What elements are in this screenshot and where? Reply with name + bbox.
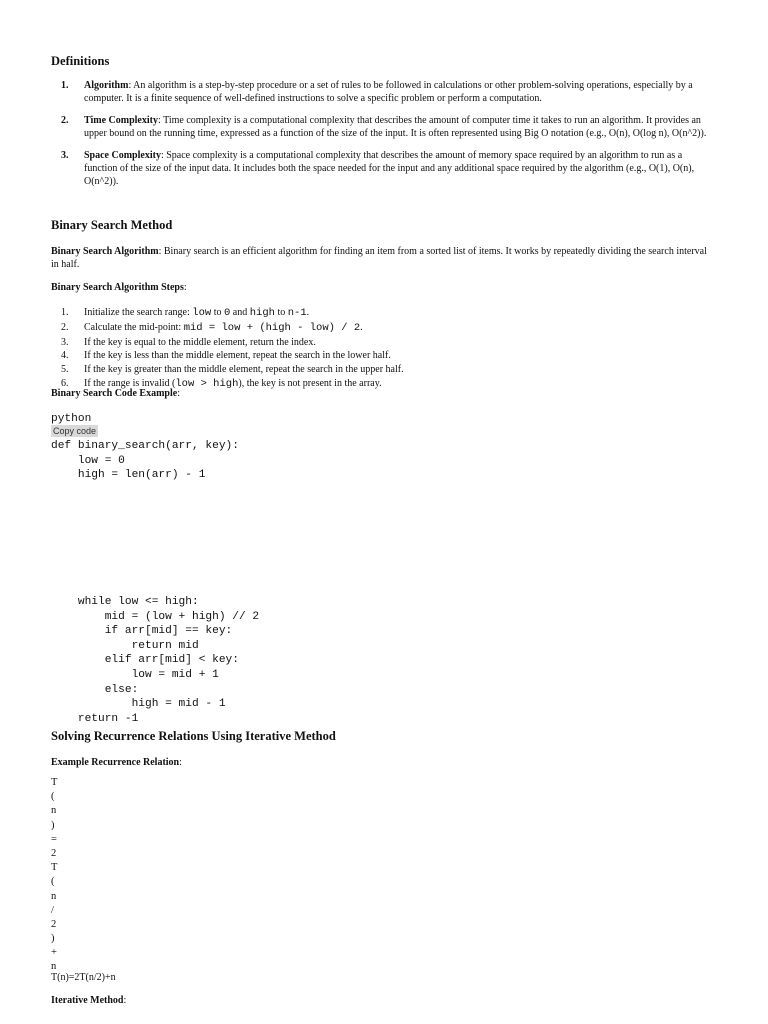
step-text: to <box>211 307 224 318</box>
step-text: If the range is invalid ( <box>84 377 176 389</box>
binary-search-heading: Binary Search Method <box>51 218 173 232</box>
definition-term: Algorithm <box>84 80 129 91</box>
step-text: . <box>360 321 363 333</box>
step-code: mid = low + (high - low) / 2 <box>183 321 361 334</box>
step-text: and <box>230 307 250 318</box>
definition-number: 3. <box>61 150 69 162</box>
definition-text: : An algorithm is a step-by-step procedure or a set of rules to be followed in calculations or other problem-solving operations, especially by a computer. It is a finite sequence of well-defined instructions to solve a specific problem or perform a computation. <box>84 80 693 104</box>
step-text: Calculate the mid-point: <box>84 321 184 333</box>
code-line: low = mid + 1 <box>51 669 219 681</box>
step-number: 5. <box>61 364 69 376</box>
step-number: 2. <box>61 321 69 333</box>
binary-search-intro <box>51 245 716 271</box>
intro-term: Binary Search Algorithm <box>51 246 159 257</box>
intro-text: : Binary search is an efficient algorithm for finding an item from a sorted list of items. It works by repeatedly dividing the search interval in half. <box>51 246 707 270</box>
example-recurrence-colon: : <box>179 757 182 768</box>
step-code: high <box>249 307 275 319</box>
step-text: If the key is equal to the middle element, return the index. <box>84 336 316 348</box>
code-example-label-colon: : <box>177 388 180 399</box>
step-text: to <box>274 307 288 318</box>
math-char: ) <box>51 933 55 945</box>
definition-item <box>51 115 716 140</box>
definition-item <box>51 80 716 105</box>
step-code: low <box>192 307 212 319</box>
recurrence-math-column <box>51 776 57 975</box>
code-example-label-text: Binary Search Code Example <box>51 388 178 399</box>
math-char: T <box>51 862 58 874</box>
definition-text: : Space complexity is a computational complexity that describes the amount of memory space required by an algorithm to run as a function of the size of the input data. It includes both the space needed for the input and any additional space required by the algorithm (e.g., O(1), O(n), O(n^2)). <box>84 150 695 187</box>
step-number: 3. <box>61 336 69 348</box>
step-item <box>51 321 716 336</box>
math-char: = <box>51 833 57 845</box>
code-line: return mid <box>51 639 199 652</box>
steps-label-text: Binary Search Algorithm Steps <box>51 282 184 293</box>
step-code: n-1 <box>287 307 307 319</box>
iterative-method-label <box>51 994 716 1007</box>
recurrence-inline: T(n)=2T(n/2)+n <box>51 972 116 983</box>
math-char: ( <box>51 876 55 888</box>
math-char: + <box>51 947 57 959</box>
definition-text: : Time complexity is a computational complexity that describes the amount of computer time it takes to run an algorithm. It provides an upper bound on the running time, expressed as a function of the size of the input. It is often represented using Big O notation (e.g., O(n), O(log n), O(n^2)). <box>84 115 707 139</box>
step-number: 6. <box>61 377 69 389</box>
step-item <box>51 306 716 321</box>
math-char: 2 <box>51 918 57 930</box>
step-item <box>51 336 716 350</box>
iterative-method-label-text: Iterative Method <box>51 995 124 1006</box>
step-code: low > high <box>175 377 239 390</box>
definition-number: 2. <box>61 115 69 127</box>
code-line: def binary_search(arr, key): <box>51 440 239 452</box>
definitions-list <box>51 80 716 197</box>
code-line: high = mid - 1 <box>51 698 226 711</box>
math-char: / <box>51 904 54 916</box>
math-char: ) <box>51 819 55 831</box>
step-text: ), the key is not present in the array. <box>238 377 382 389</box>
definition-term: Space Complexity <box>84 150 161 162</box>
step-item <box>51 363 716 377</box>
definition-number: 1. <box>61 80 69 91</box>
code-line: high = len(arr) - 1 <box>51 469 206 482</box>
math-char: n <box>51 805 57 817</box>
definitions-heading: Definitions <box>51 54 110 68</box>
step-item <box>51 349 716 363</box>
copy-code-button[interactable]: Copy code <box>53 426 97 436</box>
example-recurrence-label-text: Example Recurrence Relation <box>51 757 180 768</box>
step-text: If the key is less than the middle element, repeat the search in the lower half. <box>84 350 391 362</box>
step-number: 1. <box>61 307 69 318</box>
math-char: 2 <box>51 847 57 859</box>
example-recurrence-label <box>51 756 716 769</box>
code-line: else: <box>51 683 139 696</box>
steps-list <box>51 306 716 392</box>
iterative-method-colon: : <box>123 995 127 1006</box>
code-line: return -1 <box>51 712 139 725</box>
code-line: low = 0 <box>51 454 125 467</box>
code-line: while low <= high: <box>51 596 199 608</box>
code-line: mid = (low + high) // 2 <box>51 610 260 623</box>
step-code: 0 <box>223 307 231 319</box>
steps-label-colon: : <box>183 282 187 293</box>
definition-item <box>51 150 716 188</box>
code-line: if arr[mid] == key: <box>51 625 233 638</box>
recurrence-heading: Solving Recurrence Relations Using Iterative Method <box>51 729 336 743</box>
step-number: 4. <box>61 350 69 362</box>
code-line: elif arr[mid] < key: <box>51 654 239 667</box>
step-text: If the key is greater than the middle element, repeat the search in the upper half. <box>84 364 404 376</box>
math-char: T <box>51 777 58 788</box>
code-example-label <box>51 387 716 400</box>
step-text: . <box>306 307 310 318</box>
code-language-label: python <box>51 413 92 425</box>
definition-term: Time Complexity <box>84 115 158 127</box>
math-char: ( <box>51 791 55 803</box>
steps-label <box>51 281 716 294</box>
step-text: Initialize the search range: <box>84 307 193 318</box>
math-char: n <box>51 961 57 973</box>
math-char: n <box>51 890 57 902</box>
